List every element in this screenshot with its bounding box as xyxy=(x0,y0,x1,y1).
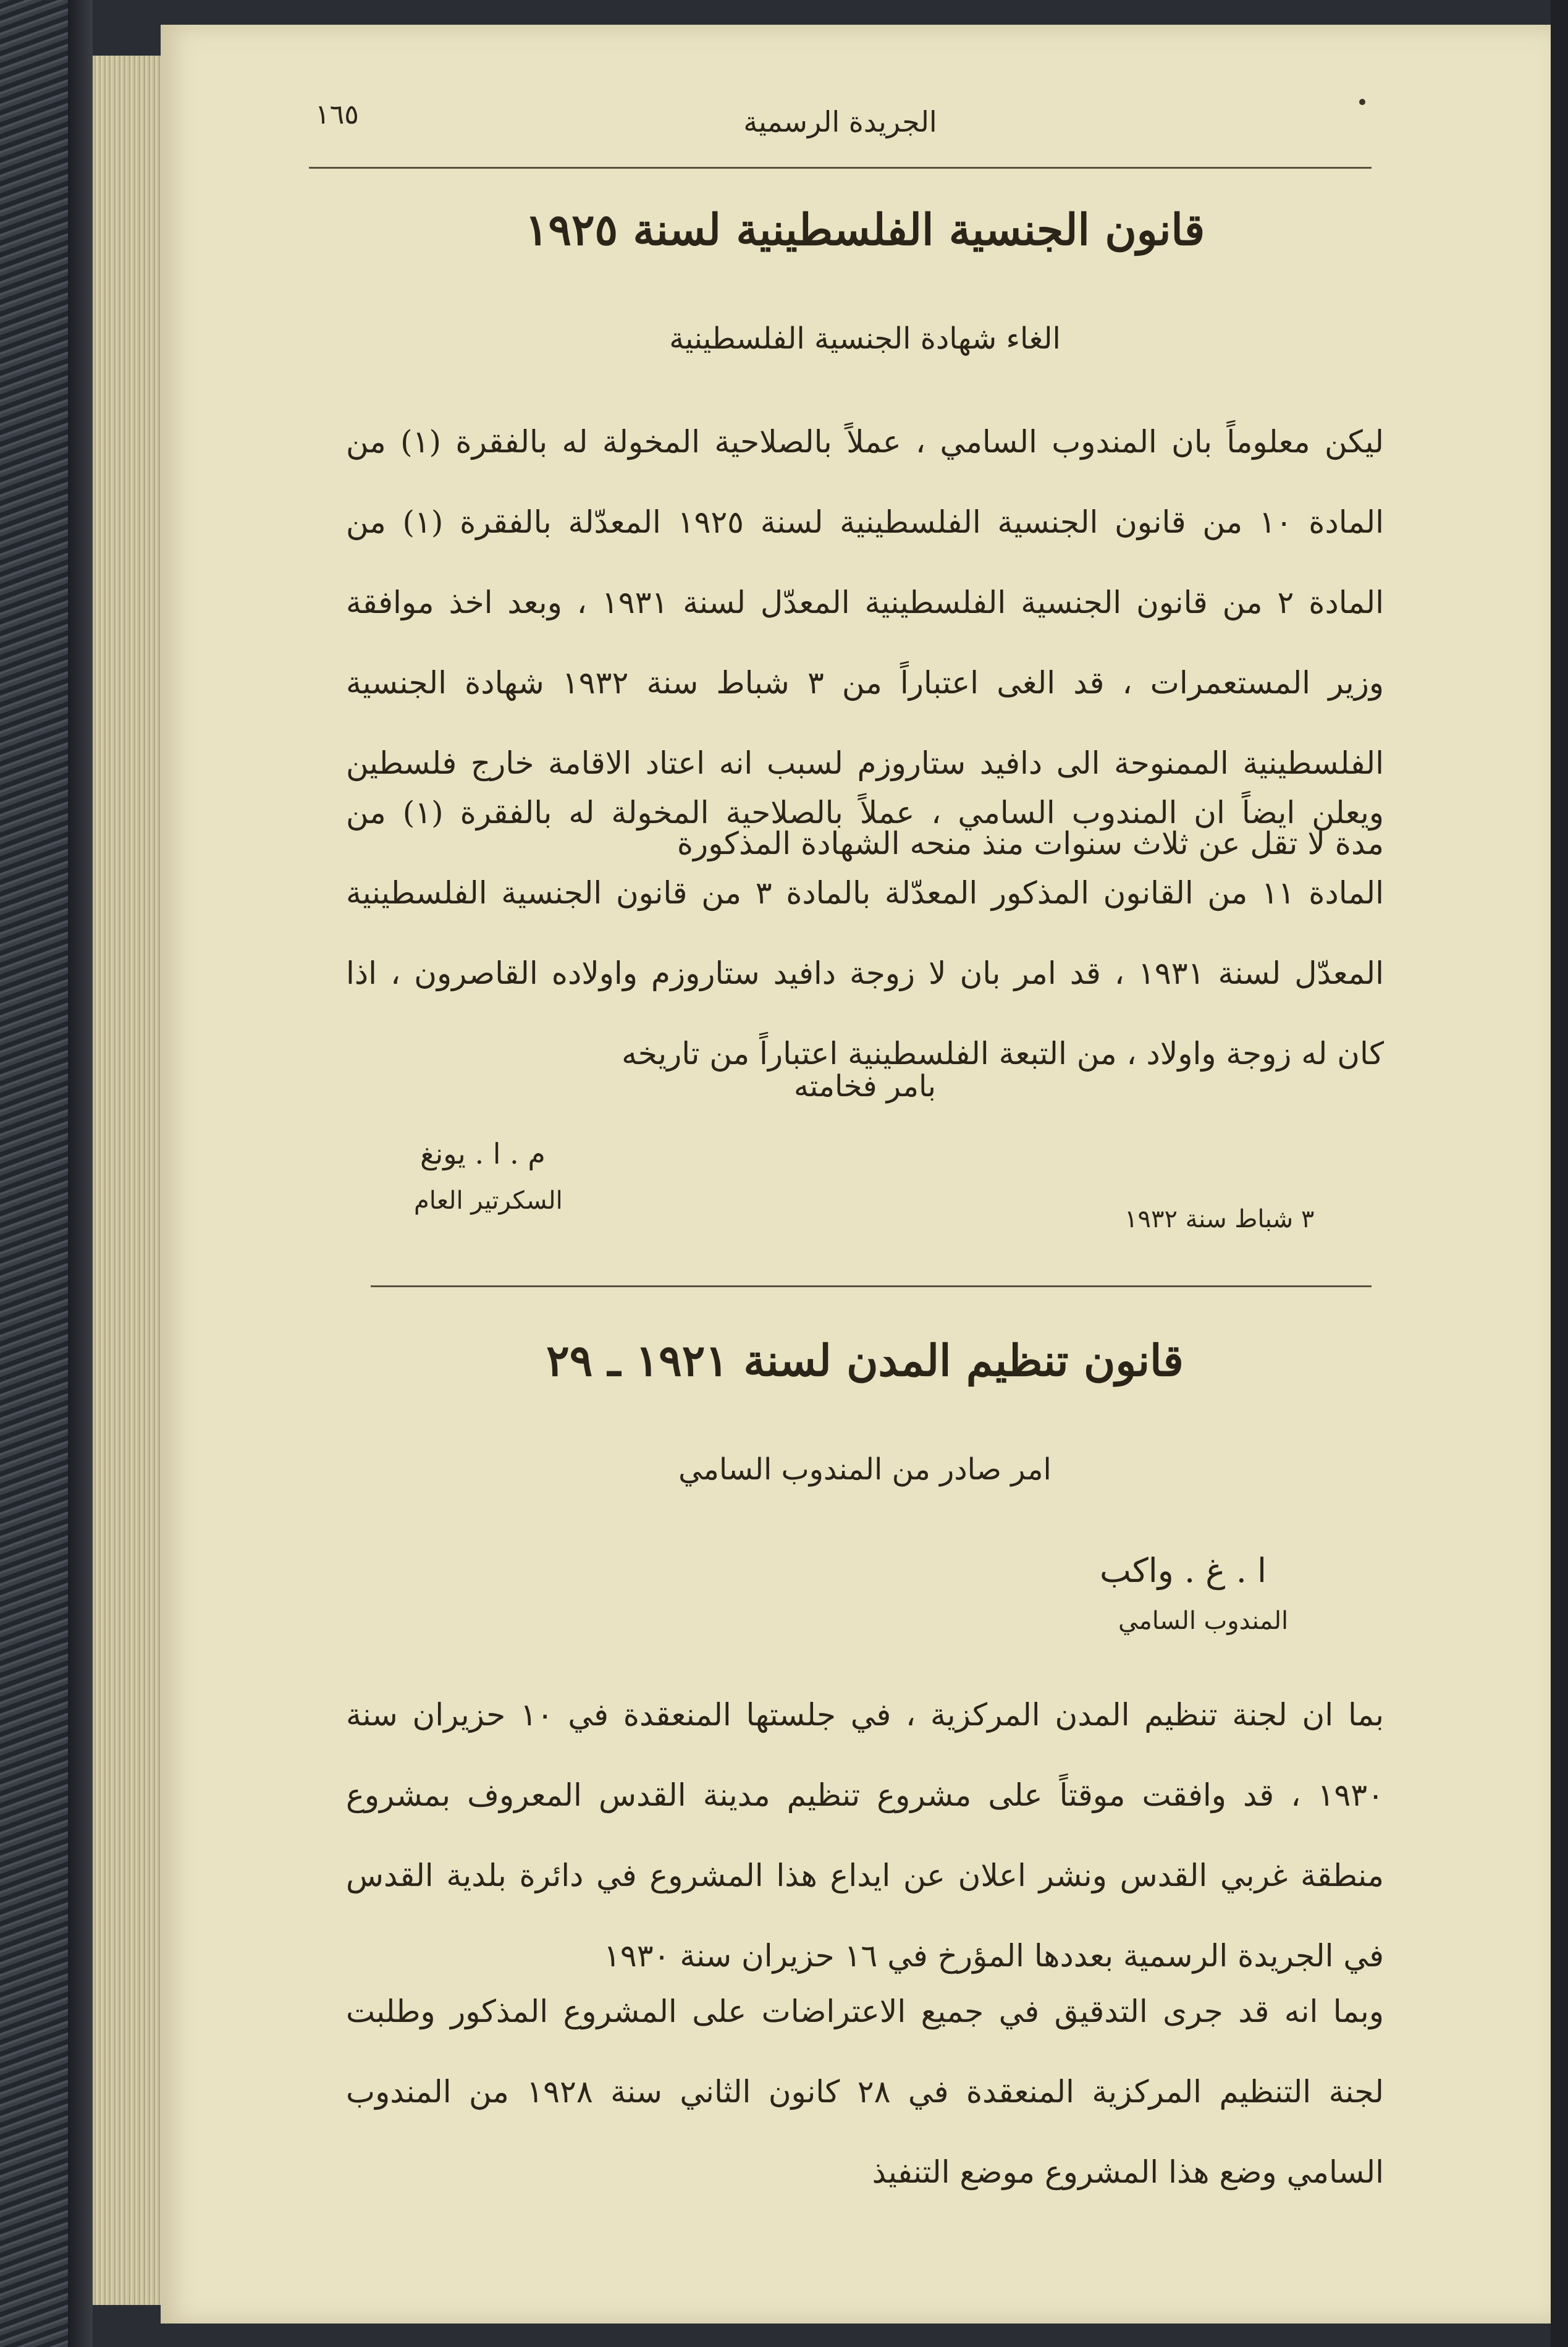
section2-subtitle: امر صادر من المندوب السامي xyxy=(678,1452,1052,1487)
background-edge xyxy=(1551,0,1568,2347)
section2-title: قانون تنظيم المدن لسنة ١٩٢١ ـ ٢٩ xyxy=(546,1335,1184,1386)
section-divider xyxy=(371,1285,1372,1287)
book-spine-edge xyxy=(68,0,93,2347)
section1-paragraph-2: ويعلن ايضاً ان المندوب السامي ، عملاً بالصلاحية المخولة له بالفقرة (١) من المادة ١١ من القانون المذكور المعدّلة بالمادة ٣ من قانون الجنسية الفلسطينية المعدّل لسنة ١٩٣١ ، قد امر بان لا زوجة دافيد ستاروزم واولاده القاصرون ، اذا كان له زوجة واولاد ، من التبعة الفلسطينية اعتباراً من تاريخه xyxy=(346,795,1385,1072)
section2-paragraph-2: وبما انه قد جرى التدقيق في جميع الاعتراضات على المشروع المذكور وطلبت لجنة التنظيم المركزية المنعقدة في ٢٨ كانون الثاني سنة ١٩٢٨ من المندوب السامي وضع هذا المشروع موضع التنفيذ xyxy=(346,1994,1385,2190)
journal-title: الجريدة الرسمية xyxy=(743,105,937,138)
document-date: ٣ شباط سنة ١٩٣٢ xyxy=(1124,1205,1315,1233)
signatory-title: السكرتير العام xyxy=(414,1186,563,1215)
section1-paragraph-1: ليكن معلوماً بان المندوب السامي ، عملاً بالصلاحية المخولة له بالفقرة (١) من المادة ١٠ من قانون الجنسية الفلسطينية لسنة ١٩٢٥ المعدّلة بالفقرة (١) من المادة ٢ من قانون الجنسية الفلسطينية المعدّل لسنة ١٩٣١ ، وبعد اخذ موافقة وزير المستعمرات ، قد الغى اعتباراً من ٣ شباط سنة ١٩٣٢ شهادة الجنسية الفلسطينية الممنوحة الى دافيد ستاروزم لسبب انه اعتاد الاقامة خارج فلسطين مدة لا تقل عن ثلاث سنوات منذ منحه الشهادة المذكورة xyxy=(346,424,1384,861)
ink-dot xyxy=(1359,99,1365,105)
order-line: بامر فخامته xyxy=(794,1069,936,1104)
section2-signatory-name: ا . غ . واكب xyxy=(1100,1551,1267,1590)
section2-paragraph-1: بما ان لجنة تنظيم المدن المركزية ، في جلستها المنعقدة في ١٠ حزيران سنة ١٩٣٠ ، قد وافقت موقتاً على مشروع تنظيم مدينة القدس المعروف بمشروع منطقة غربي القدس ونشر اعلان عن ايداع هذا المشروع في دائرة بلدية القدس في الجريدة الرسمية بعددها المؤرخ في ١٦ حزيران سنة ١٩٣٠ xyxy=(346,1697,1384,1974)
signatory-name: م . ا . يونغ xyxy=(420,1137,546,1170)
section1-title: قانون الجنسية الفلسطينية لسنة ١٩٢٥ xyxy=(525,204,1205,255)
page-number: ١٦٥ xyxy=(315,99,359,130)
section1-subtitle: الغاء شهادة الجنسية الفلسطينية xyxy=(669,321,1061,356)
page-header xyxy=(309,93,1372,169)
section2-signatory-title: المندوب السامي xyxy=(1118,1607,1289,1635)
